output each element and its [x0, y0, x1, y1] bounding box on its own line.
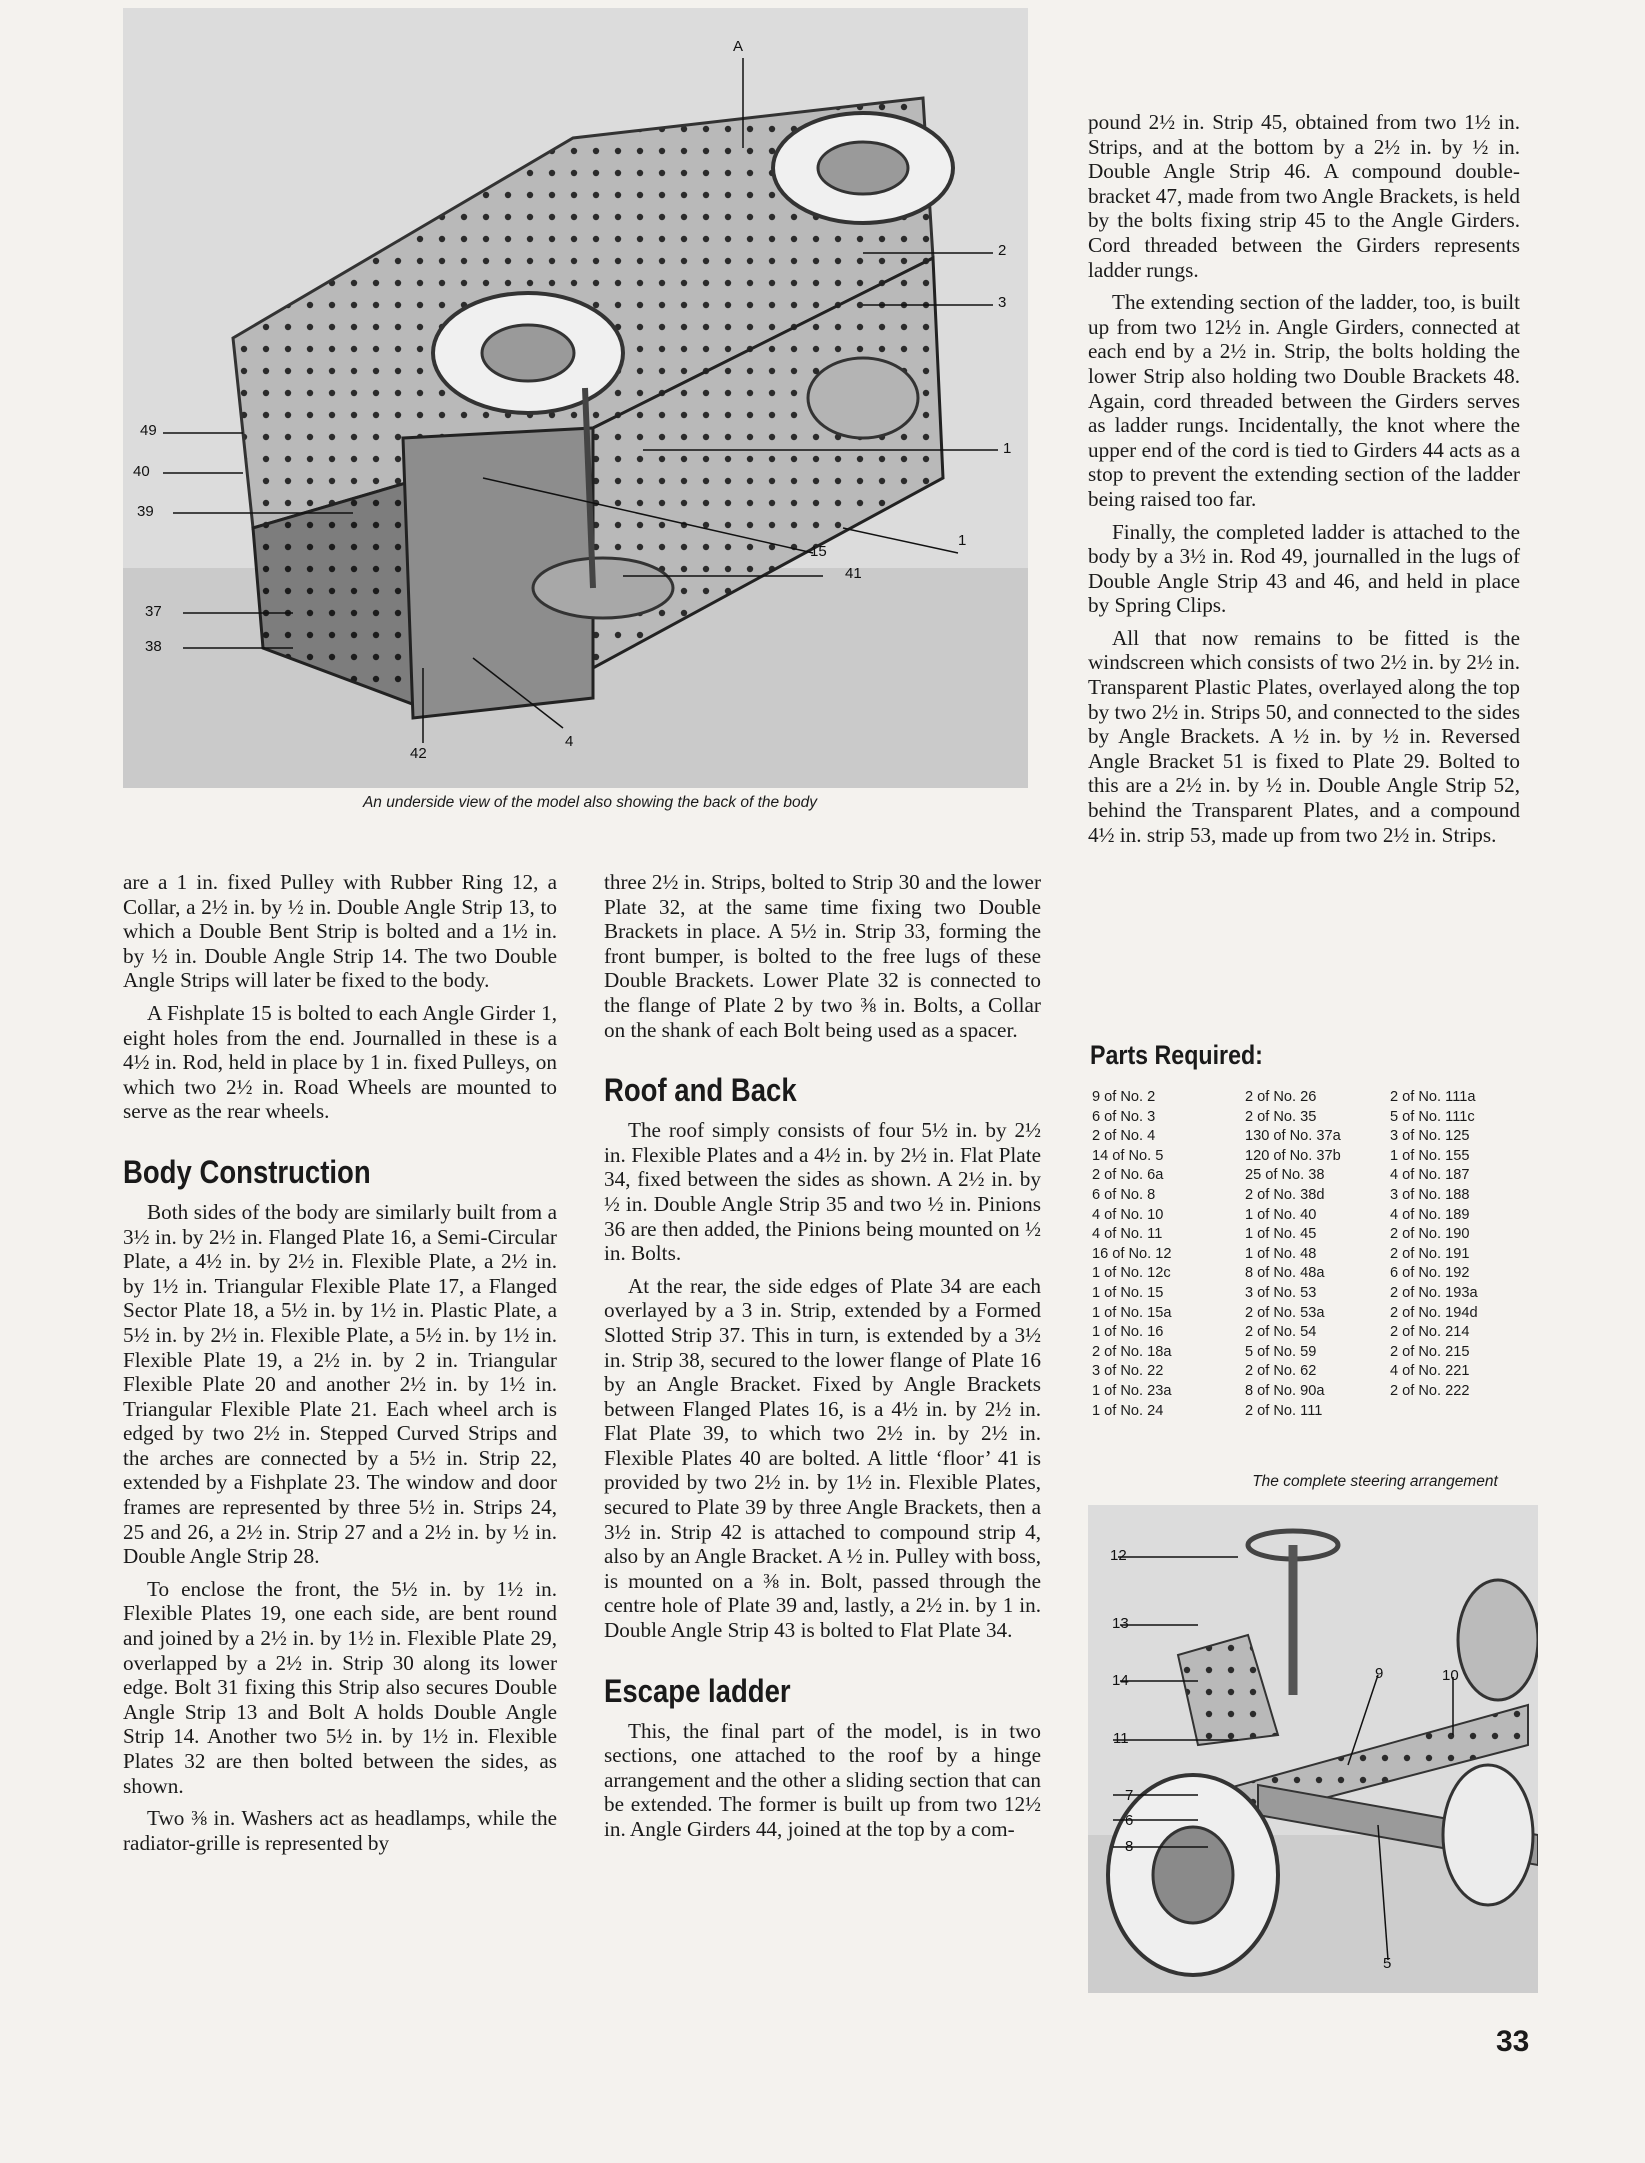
parts-item: 2 of No. 190 — [1390, 1226, 1470, 1243]
steer-callout-7: 7 — [1125, 1787, 1134, 1804]
steer-callout-13: 13 — [1112, 1615, 1129, 1632]
column-3 — [1088, 110, 1520, 855]
callout-A: A — [733, 38, 744, 55]
parts-item: 6 of No. 8 — [1092, 1186, 1156, 1203]
col1-para-3: Both sides of the body are similarly built from a 3½ in. by 2½ in. Flanged Plate 16, a Semi-Circular Plate, a 4½ in. by 2½ in. Flexible Plate, a 2½ in. by 1½ in. Triangular Flexible Plate 17, a Flanged Sector Plate 18, a 5½ in. by 1½ in. Plastic Plate, a 5½ in. by 2½ in. Flexible Plate, a 5½ in. by 1½ in. Flexible Plate 19, a 2½ in. by 2 in. Triangular Flexible Plate 20 and another 2½ in. by 1½ in. Triangular Flexible Plate 21. Each wheel arch is edged by two 2½ in. Stepped Curved Strips and the arches are connected by a 5½ in. Strip 22, extended by a Fishplate 23. The window and door frames are represented by three 5½ in. Strips 24, 25 and 26, a 2½ in. Strip 27 and a 2½ in. by ½ in. Double Angle Strip 28. — [123, 1199, 557, 1569]
parts-item: 3 of No. 188 — [1390, 1186, 1470, 1203]
parts-item: 2 of No. 35 — [1245, 1108, 1317, 1125]
col3-para-1: pound 2½ in. Strip 45, obtained from two 1½ in. Strips, and at the bottom by a 2½ in. by ½ in. Double Angle Strip 46. A compound double-bracket 47, made from two Angle Brackets, is held by the bolts fixing strip 45 to the Angle Girders. Cord threaded between the Girders represents ladder rungs. — [1088, 110, 1520, 282]
parts-item: 8 of No. 48a — [1245, 1265, 1325, 1282]
parts-item: 4 of No. 10 — [1092, 1206, 1164, 1223]
parts-item: 2 of No. 111 — [1245, 1402, 1323, 1419]
parts-item: 1 of No. 24 — [1092, 1402, 1164, 1419]
parts-item: 120 of No. 37b — [1245, 1147, 1341, 1164]
steer-callout-14: 14 — [1112, 1672, 1129, 1689]
parts-item: 2 of No. 53a — [1245, 1304, 1325, 1321]
callout-1a: 1 — [1003, 440, 1012, 457]
callout-15: 15 — [810, 543, 827, 560]
parts-item: 14 of No. 5 — [1092, 1147, 1164, 1164]
steer-callout-12: 12 — [1110, 1547, 1127, 1564]
page-number: 33 — [1496, 2025, 1530, 2058]
steering-photo — [1088, 1505, 1538, 1993]
parts-item: 2 of No. 111a — [1390, 1089, 1476, 1105]
parts-item: 3 of No. 22 — [1092, 1363, 1164, 1380]
steer-callout-8: 8 — [1125, 1838, 1134, 1855]
steer-callout-6: 6 — [1125, 1812, 1134, 1829]
col1-para-2: A Fishplate 15 is bolted to each Angle Girder 1, eight holes from the end. Journalled in these is a 4½ in. Rod, held in place by 1 in. fixed Pulleys, on which two 2½ in. Road Wheels are mounted to serve as the rear wheels. — [123, 1000, 557, 1124]
steer-callout-10: 10 — [1442, 1667, 1459, 1684]
parts-item: 9 of No. 2 — [1092, 1089, 1156, 1105]
callout-39: 39 — [137, 503, 154, 520]
parts-item: 4 of No. 11 — [1092, 1226, 1163, 1243]
parts-item: 1 of No. 15a — [1092, 1304, 1172, 1321]
callout-37: 37 — [145, 603, 162, 620]
parts-item: 2 of No. 222 — [1390, 1382, 1470, 1399]
parts-item: 6 of No. 192 — [1390, 1265, 1470, 1282]
callout-49: 49 — [140, 422, 157, 439]
parts-item: 4 of No. 221 — [1390, 1363, 1470, 1380]
underside-caption: An underside view of the model also showing the back of the body — [362, 794, 818, 811]
col2-para-2: The roof simply consists of four 5½ in. by 2½ in. Flexible Plates and a 4½ in. by 2½ in. Flat Plate 34, fixed between the sides as shown. A 2½ in. by ½ in. Double Angle Strip 35 and two ½ in. Pinions 36 are then added, the Pinions being mounted on ½ in. Bolts. — [604, 1118, 1041, 1266]
parts-item: 8 of No. 90a — [1245, 1382, 1325, 1399]
parts-item: 2 of No. 18a — [1092, 1343, 1172, 1360]
callout-42: 42 — [410, 745, 427, 762]
heading-roof-and-back: Roof and Back — [604, 1072, 797, 1109]
parts-item: 3 of No. 125 — [1390, 1128, 1470, 1145]
callout-3: 3 — [998, 294, 1007, 311]
parts-item: 2 of No. 26 — [1245, 1089, 1317, 1105]
parts-item: 5 of No. 59 — [1245, 1343, 1317, 1360]
parts-item: 2 of No. 4 — [1092, 1128, 1156, 1145]
heading-escape-ladder: Escape ladder — [604, 1672, 791, 1709]
steer-callout-5: 5 — [1383, 1955, 1392, 1972]
parts-heading: Parts Required: — [1090, 1040, 1263, 1070]
parts-item: 2 of No. 191 — [1390, 1245, 1470, 1262]
col1-para-4: To enclose the front, the 5½ in. by 1½ in. Flexible Plates 19, one each side, are bent round and joined by a 2½ in. by 1½ in. Flexible Plate 29, overlapped by a 2½ in. Strip 30 along its lower edge. Bolt 31 fixing this Strip also secures Double Angle Strip 13 and Bolt A holds Double Angle Strip 14. Another two 5½ in. by 1½ in. Flexible Plates 32 are then bolted between the sides, as shown. — [123, 1576, 557, 1798]
parts-item: 2 of No. 54 — [1245, 1324, 1317, 1341]
parts-item: 1 of No. 15 — [1092, 1284, 1164, 1301]
parts-item: 1 of No. 12c — [1092, 1265, 1171, 1282]
parts-item: 6 of No. 3 — [1092, 1108, 1156, 1125]
column-1 — [123, 870, 557, 1863]
parts-item: 2 of No. 6a — [1092, 1167, 1164, 1184]
parts-item: 2 of No. 194d — [1390, 1304, 1478, 1321]
parts-item: 4 of No. 189 — [1390, 1206, 1470, 1223]
steering-caption: The complete steering arrangement — [1252, 1473, 1498, 1490]
parts-item: 2 of No. 38d — [1245, 1186, 1325, 1203]
callout-1b: 1 — [958, 532, 967, 549]
underside-photo — [123, 8, 1028, 788]
parts-item: 130 of No. 37a — [1245, 1128, 1341, 1145]
column-2 — [604, 870, 1041, 1850]
col3-para-4: All that now remains to be fitted is the windscreen which consists of two 2½ in. by 2½ in. Transparent Plastic Plates, overlayed along the top by two 2½ in. Strips 50, and connected to the sides by Angle Brackets. A ½ in. by ½ in. Reversed Angle Bracket 51 is fixed to Plate 29. Bolted to this are a 2½ in. by ½ in. Double Angle Strip 52, behind the Transparent Plates, and a compound 4½ in. strip 53, made up from two 2½ in. Strips. — [1088, 625, 1520, 847]
parts-item: 1 of No. 45 — [1245, 1226, 1317, 1243]
col1-para-1: are a 1 in. fixed Pulley with Rubber Ring 12, a Collar, a 2½ in. by ½ in. Double Angle Strip 13, to which a Double Bent Strip is bolted and a 1½ in. by ½ in. Double Angle Strip 14. The two Double Angle Strips will later be fixed to the body. — [123, 870, 557, 993]
parts-item: 5 of No. 111c — [1390, 1108, 1475, 1125]
col2-para-3: At the rear, the side edges of Plate 34 are each overlayed by a 3 in. Strip, extended by a Formed Slotted Strip 37. This in turn, is extended by a 3½ in. Strip 38, secured to the lower flange of Plate 16 by an Angle Bracket. Fixed by Angle Brackets between Flanged Plates 16, is a 4½ in. by 2½ in. Flat Plate 39, to which two 2½ in. by 2½ in. Flexible Plates 40 are bolted. A little ‘floor’ 41 is provided by two 2½ in. by 1½ in. Flexible Plates, secured to Plate 39 by three Angle Brackets, then a 3½ in. Strip 42 is attached to compound strip 4, also by an Angle Bracket. A ½ in. Pulley with boss, is mounted on a ⅜ in. Bolt, passed through the centre hole of Plate 39 and, lastly, a 2½ in. by 1 in. Double Angle Strip 43 is bolted to Flat Plate 34. — [604, 1273, 1041, 1643]
parts-item: 2 of No. 215 — [1390, 1343, 1470, 1360]
parts-item: 3 of No. 53 — [1245, 1284, 1317, 1301]
parts-item: 1 of No. 155 — [1390, 1147, 1470, 1164]
steer-callout-9: 9 — [1375, 1665, 1384, 1682]
col3-para-2: The extending section of the ladder, too, is built up from two 12½ in. Angle Girders, connected at each end by a 2½ in. Strip, the bolts holding the lower Strip also holding two Double Brackets 48. Again, cord threaded between the Girders serves as ladder rungs. Incidentally, the knot where the upper end of the cord is tied to Girders 44 acts as a stop to prevent the extending section of the ladder being raised too far. — [1088, 290, 1520, 511]
parts-col-1 — [1092, 1088, 1172, 1421]
parts-col-3 — [1390, 1088, 1478, 1402]
col1-para-5: Two ⅜ in. Washers act as headlamps, while the radiator-grille is represented by — [123, 1806, 557, 1855]
parts-item: 1 of No. 16 — [1092, 1324, 1164, 1341]
parts-item: 2 of No. 62 — [1245, 1363, 1317, 1380]
parts-item: 4 of No. 187 — [1390, 1167, 1470, 1184]
callout-4: 4 — [565, 733, 574, 750]
parts-item: 1 of No. 23a — [1092, 1382, 1172, 1399]
callout-38: 38 — [145, 638, 162, 655]
parts-col-2 — [1245, 1088, 1341, 1421]
parts-item: 2 of No. 214 — [1390, 1324, 1470, 1341]
parts-item: 1 of No. 40 — [1245, 1206, 1317, 1223]
heading-body-construction: Body Construction — [123, 1153, 371, 1190]
callout-41: 41 — [845, 565, 862, 582]
parts-item: 1 of No. 48 — [1245, 1245, 1317, 1262]
callout-2: 2 — [998, 242, 1007, 259]
callout-40: 40 — [133, 463, 150, 480]
col2-para-1: three 2½ in. Strips, bolted to Strip 30 and the lower Plate 32, at the same time fixing two Double Brackets in place. A 5½ in. Strip 33, forming the front bumper, is bolted to the free lugs of these Double Brackets. Lower Plate 32 is connected to the flange of Plate 2 by two ⅜ in. Bolts, a Collar on the shank of each Bolt being used as a spacer. — [604, 870, 1041, 1042]
parts-item: 25 of No. 38 — [1245, 1167, 1325, 1184]
steer-callout-11: 11 — [1113, 1730, 1129, 1747]
col3-para-3: Finally, the completed ladder is attached to the body by a 3½ in. Rod 49, journalled in the lugs of Double Angle Strip 43 and 46, and held in place by Spring Clips. — [1088, 519, 1520, 618]
parts-item: 2 of No. 193a — [1390, 1284, 1478, 1301]
parts-item: 16 of No. 12 — [1092, 1245, 1172, 1262]
col2-para-4: This, the final part of the model, is in two sections, one attached to the roof by a hinge arrangement and the other a sliding section that can be extended. The former is built up from two 12½ in. Angle Girders 44, joined at the top by a com- — [604, 1718, 1041, 1841]
